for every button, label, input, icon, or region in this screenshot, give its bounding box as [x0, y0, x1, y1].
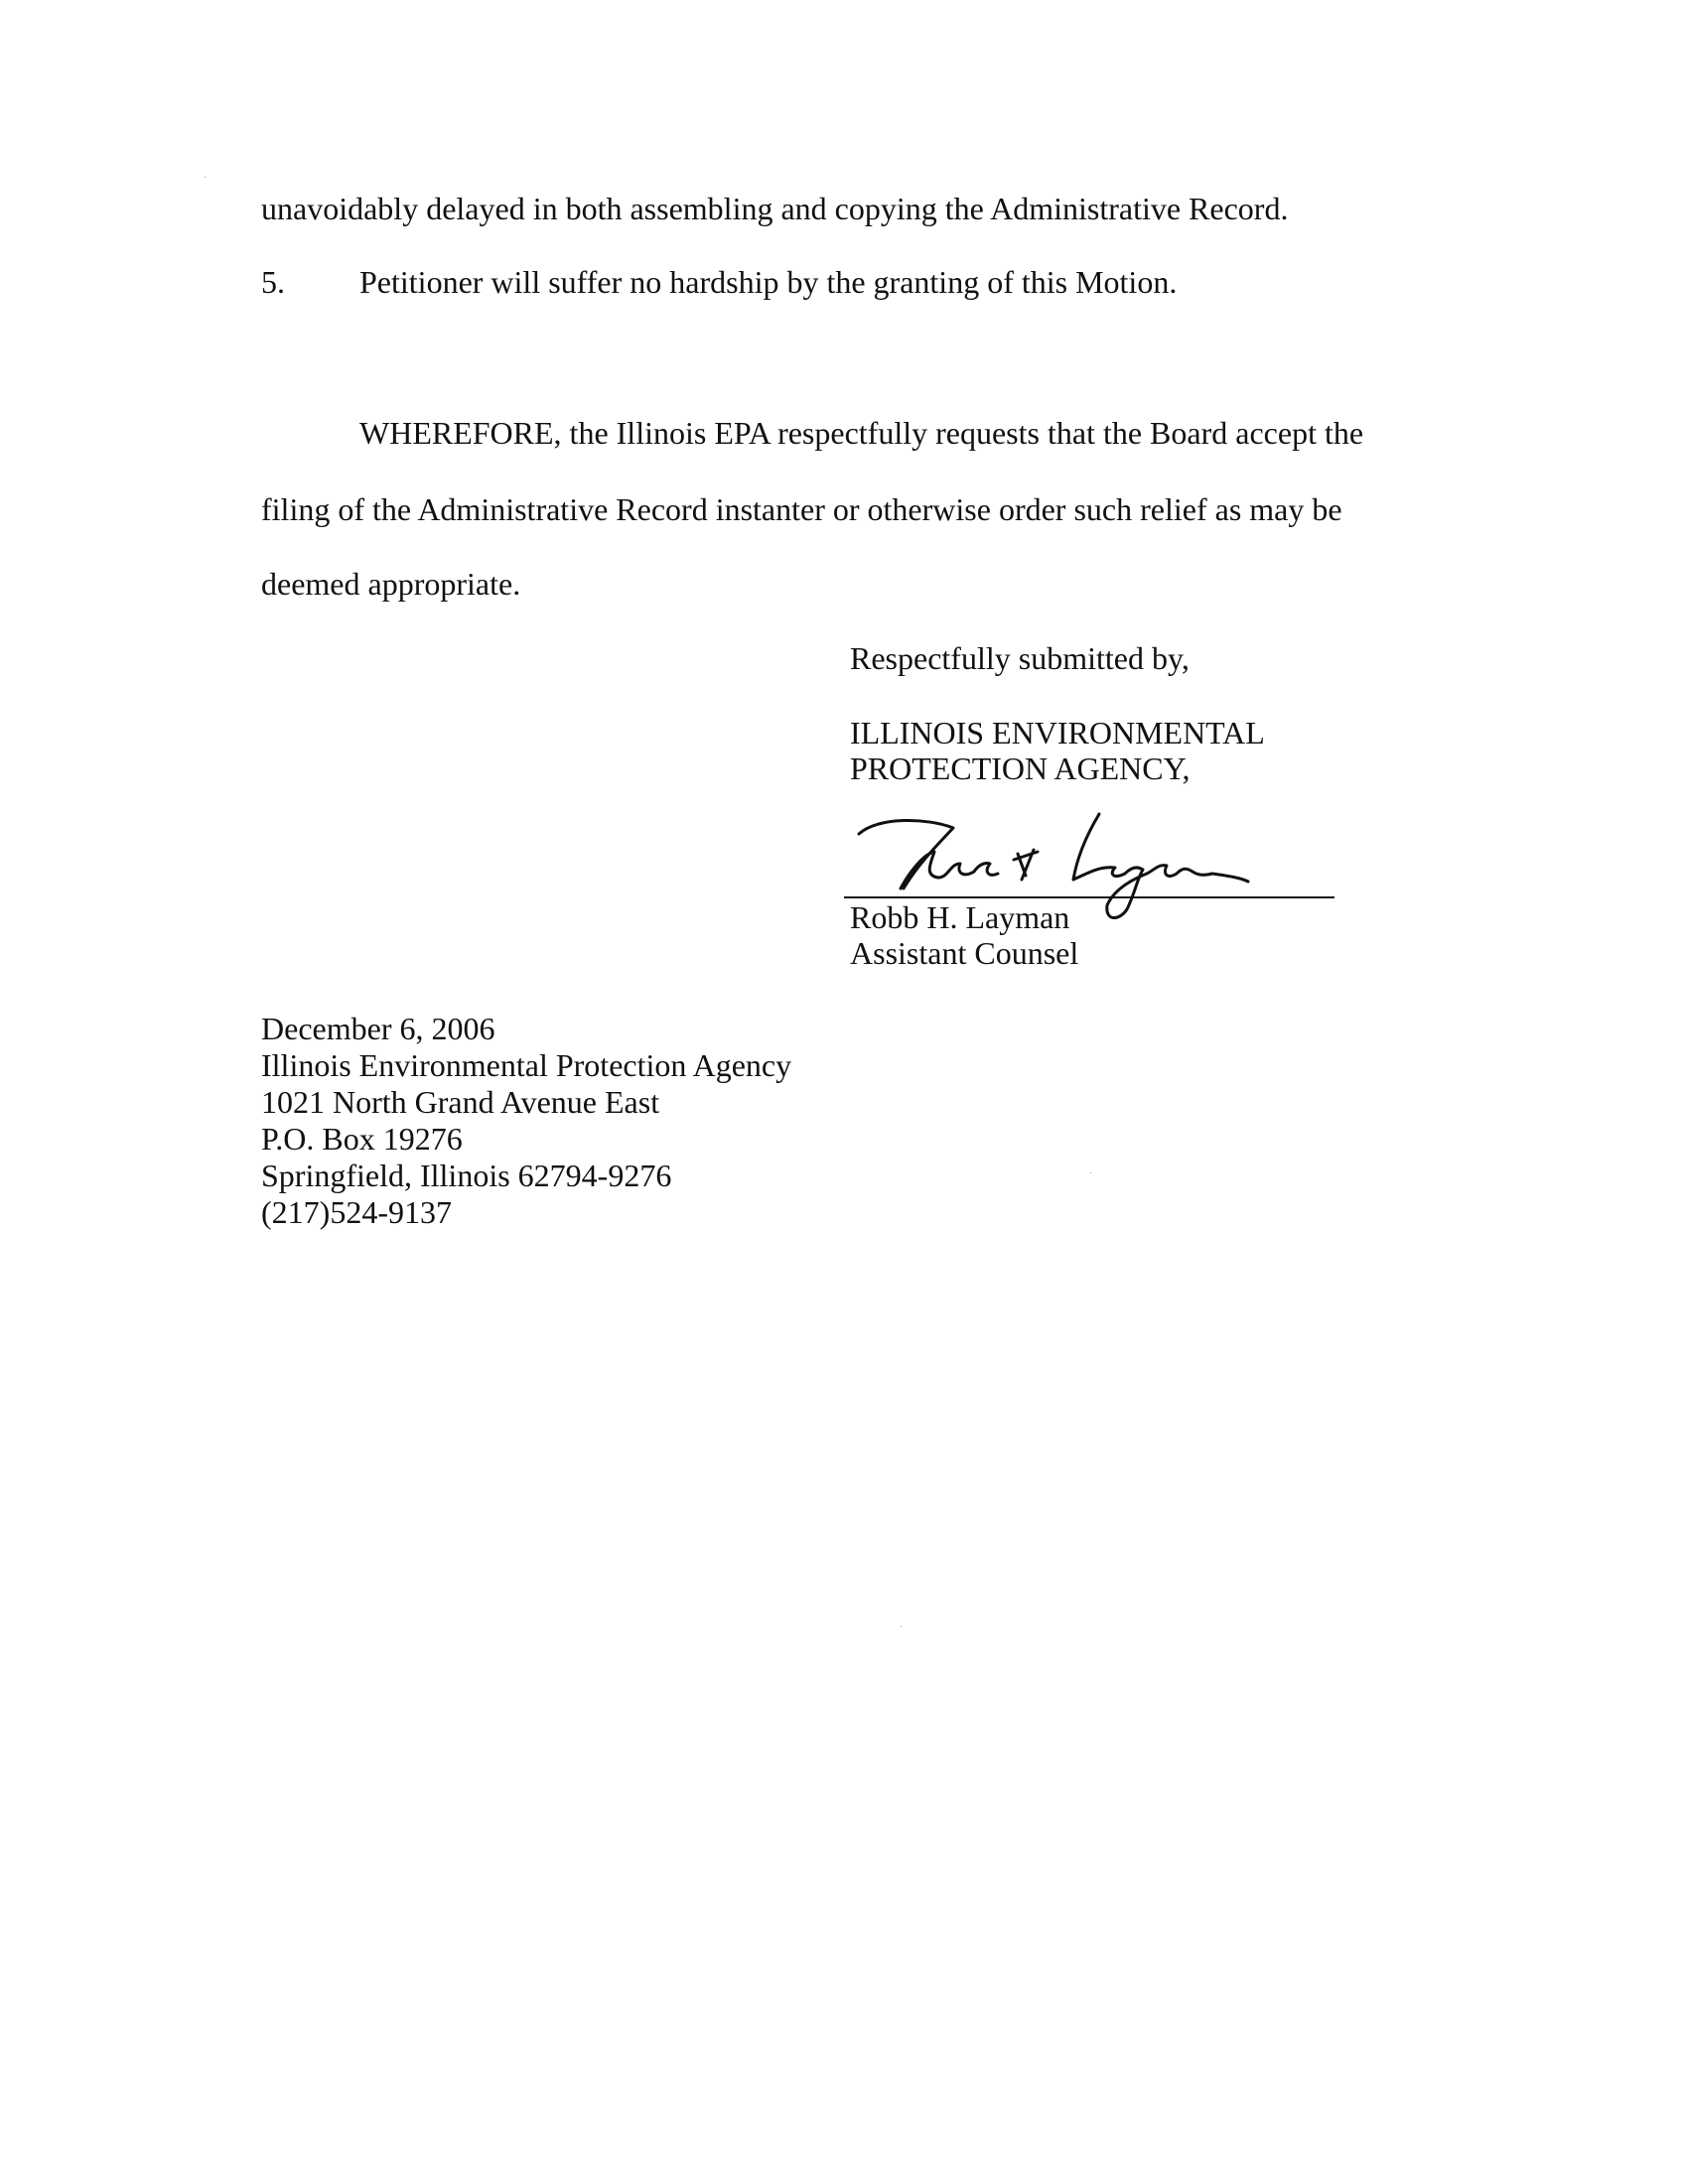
item-text: Petitioner will suffer no hardship by the granting of this Motion. — [359, 264, 1178, 300]
footer-street: 1021 North Grand Avenue East — [261, 1084, 660, 1120]
footer-po-box: P.O. Box 19276 — [261, 1121, 463, 1157]
scan-speck — [205, 177, 206, 178]
footer-city: Springfield, Illinois 62794-9276 — [261, 1158, 672, 1193]
wherefore-line-1: WHEREFORE, the Illinois EPA respectfully requests that the Board accept the — [359, 415, 1364, 451]
item-number: 5. — [261, 264, 285, 300]
scan-speck — [901, 1626, 902, 1627]
signer-title: Assistant Counsel — [850, 935, 1079, 971]
agency-name-line-2: PROTECTION AGENCY, — [850, 751, 1191, 786]
scan-speck — [1090, 1172, 1091, 1173]
footer-phone: (217)524-9137 — [261, 1194, 452, 1230]
continuation-paragraph: unavoidably delayed in both assembling and copying the Administrative Record. — [261, 191, 1289, 226]
filing-date: December 6, 2006 — [261, 1011, 495, 1046]
signer-name: Robb H. Layman — [850, 899, 1070, 935]
wherefore-line-3: deemed appropriate. — [261, 566, 521, 602]
wherefore-line-2: filing of the Administrative Record instanter or otherwise order such relief as may be — [261, 491, 1342, 527]
closing-text: Respectfully submitted by, — [850, 640, 1190, 676]
agency-name-line-1: ILLINOIS ENVIRONMENTAL — [850, 715, 1265, 751]
footer-agency: Illinois Environmental Protection Agency — [261, 1047, 792, 1083]
